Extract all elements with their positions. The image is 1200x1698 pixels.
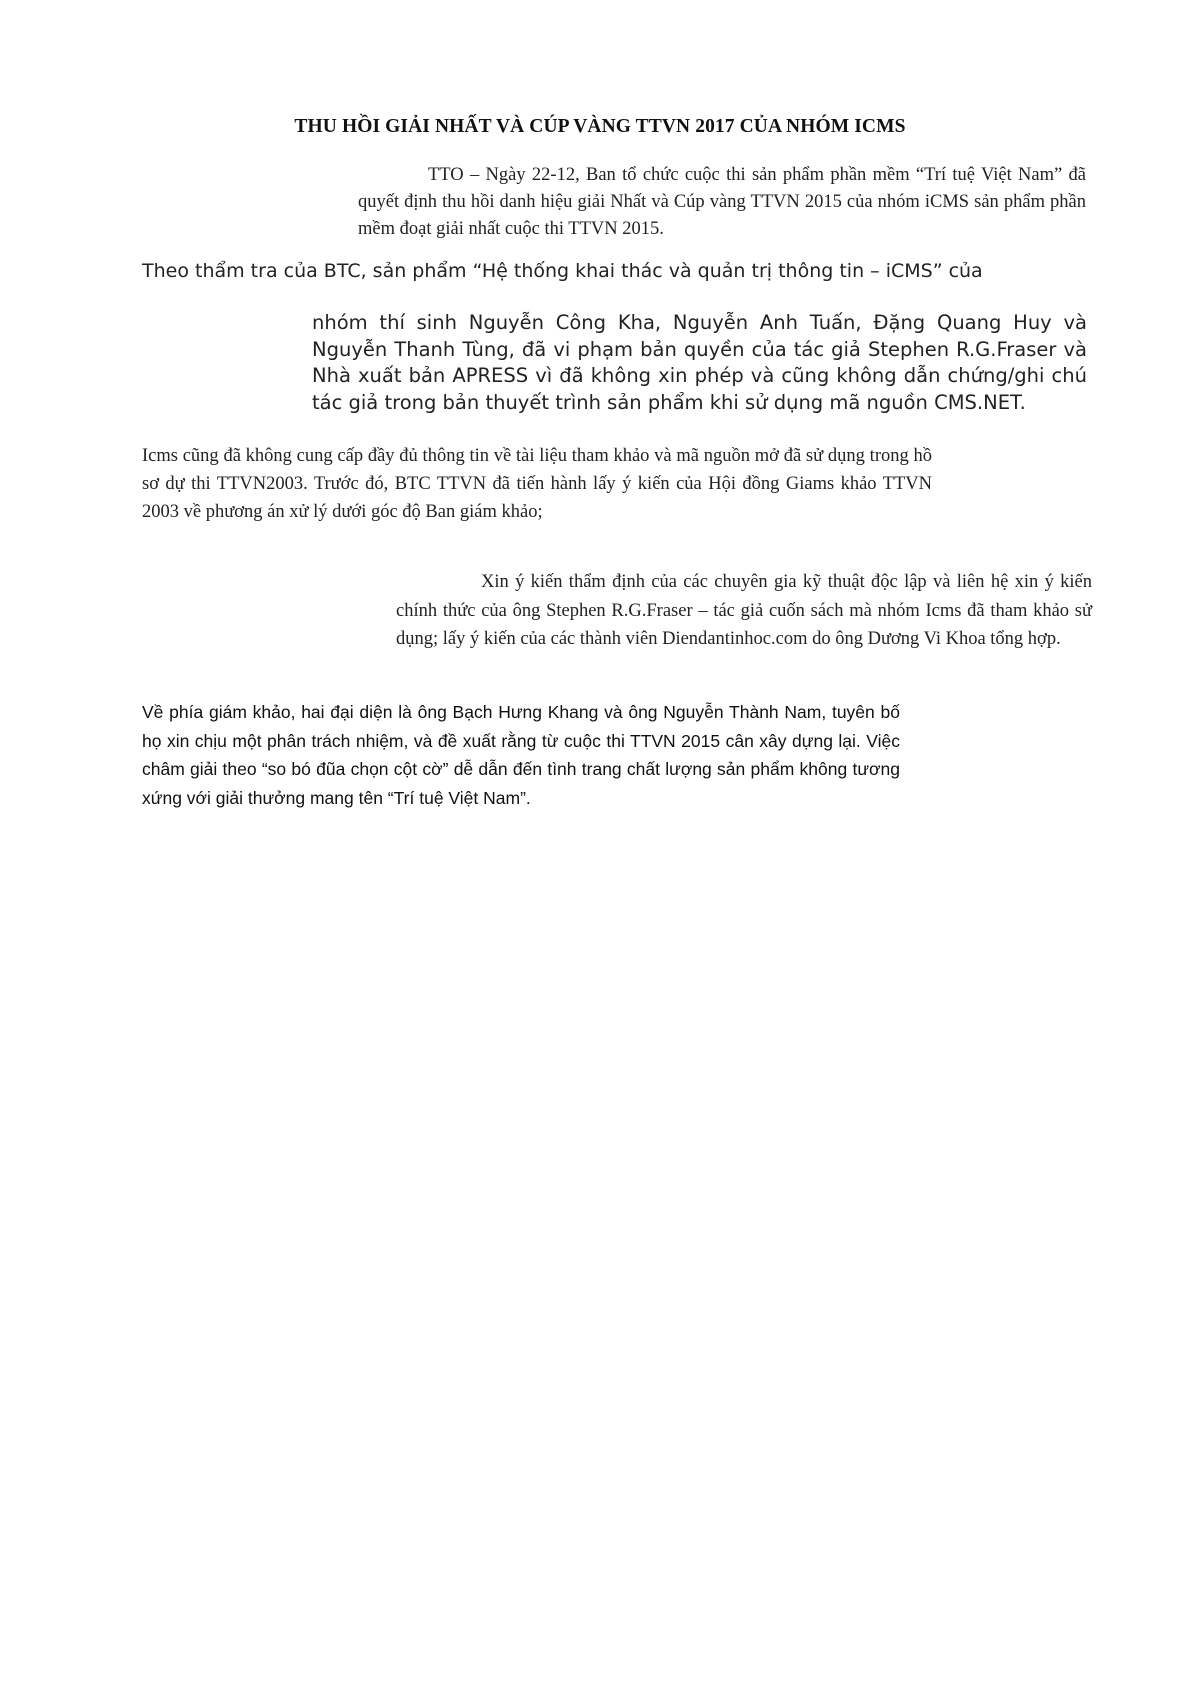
paragraph-expert-consultation: Xin ý kiến thẩm định của các chuyên gia kỹ thuật độc lập và liên hệ xin ý kiến chính thức của ông Stephen R.G.Fraser – tác giả cuốn sách mà nhóm Icms đã tham khảo sử dụng; lấy ý kiến của các thành viên Diendantinhoc.com do ông Dương Vi Khoa tổng hợp. (396, 572, 1092, 649)
paragraph-judges-response: Về phía giám khảo, hai đại diện là ông Bạch Hưng Khang và ông Nguyễn Thành Nam, tuyên bố họ xin chịu một phân trách nhiệm, và đề xuất rằng từ cuộc thi TTVN 2015 cân xây dựng lại. Việc châm giải theo “so bó đũa chọn cột cờ” dễ dẫn đến tình trang chất lượng sản phẩm không tương xứng với giải thưởng mang tên “Trí tuệ Việt Nam”. (142, 702, 900, 808)
paragraph-announcement: TTO – Ngày 22-12, Ban tổ chức cuộc thi sản phẩm phần mềm “Trí tuệ Việt Nam” đã quyết định thu hồi danh hiệu giải Nhất và Cúp vàng TTVN 2015 của nhóm iCMS sản phẩm phần mềm đoạt giải nhất cuộc thi TTVN 2015. (358, 165, 1086, 239)
document-title: THU HỒI GIẢI NHẤT VÀ CÚP VÀNG TTVN 2017 CỦA NHÓM ICMS (294, 116, 906, 137)
paragraph-investigation-intro: Theo thẩm tra của BTC, sản phẩm “Hệ thống khai thác và quản trị thông tin – iCMS” của (142, 260, 983, 282)
paragraph-missing-references: Icms cũng đã không cung cấp đầy đủ thông tin về tài liệu tham khảo và mã nguồn mở đã sử dụng trong hồ sơ dự thi TTVN2003. Trước đó, BTC TTVN đã tiến hành lấy ý kiến của Hội đồng Giams khảo TTVN 2003 về phương án xử lý dưới góc độ Ban giám khảo; (142, 446, 932, 522)
paragraph-copyright-violation: nhóm thí sinh Nguyễn Công Kha, Nguyễn Anh Tuấn, Đặng Quang Huy và Nguyễn Thanh Tùng, đã vi phạm bản quyền của tác giả Stephen R.G.Fraser và Nhà xuất bản APRESS vì đã không xin phép và cũng không dẫn chứng/ghi chú tác giả trong bản thuyết trình sản phẩm khi sử dụng mã nguồn CMS.NET. (312, 311, 1087, 414)
